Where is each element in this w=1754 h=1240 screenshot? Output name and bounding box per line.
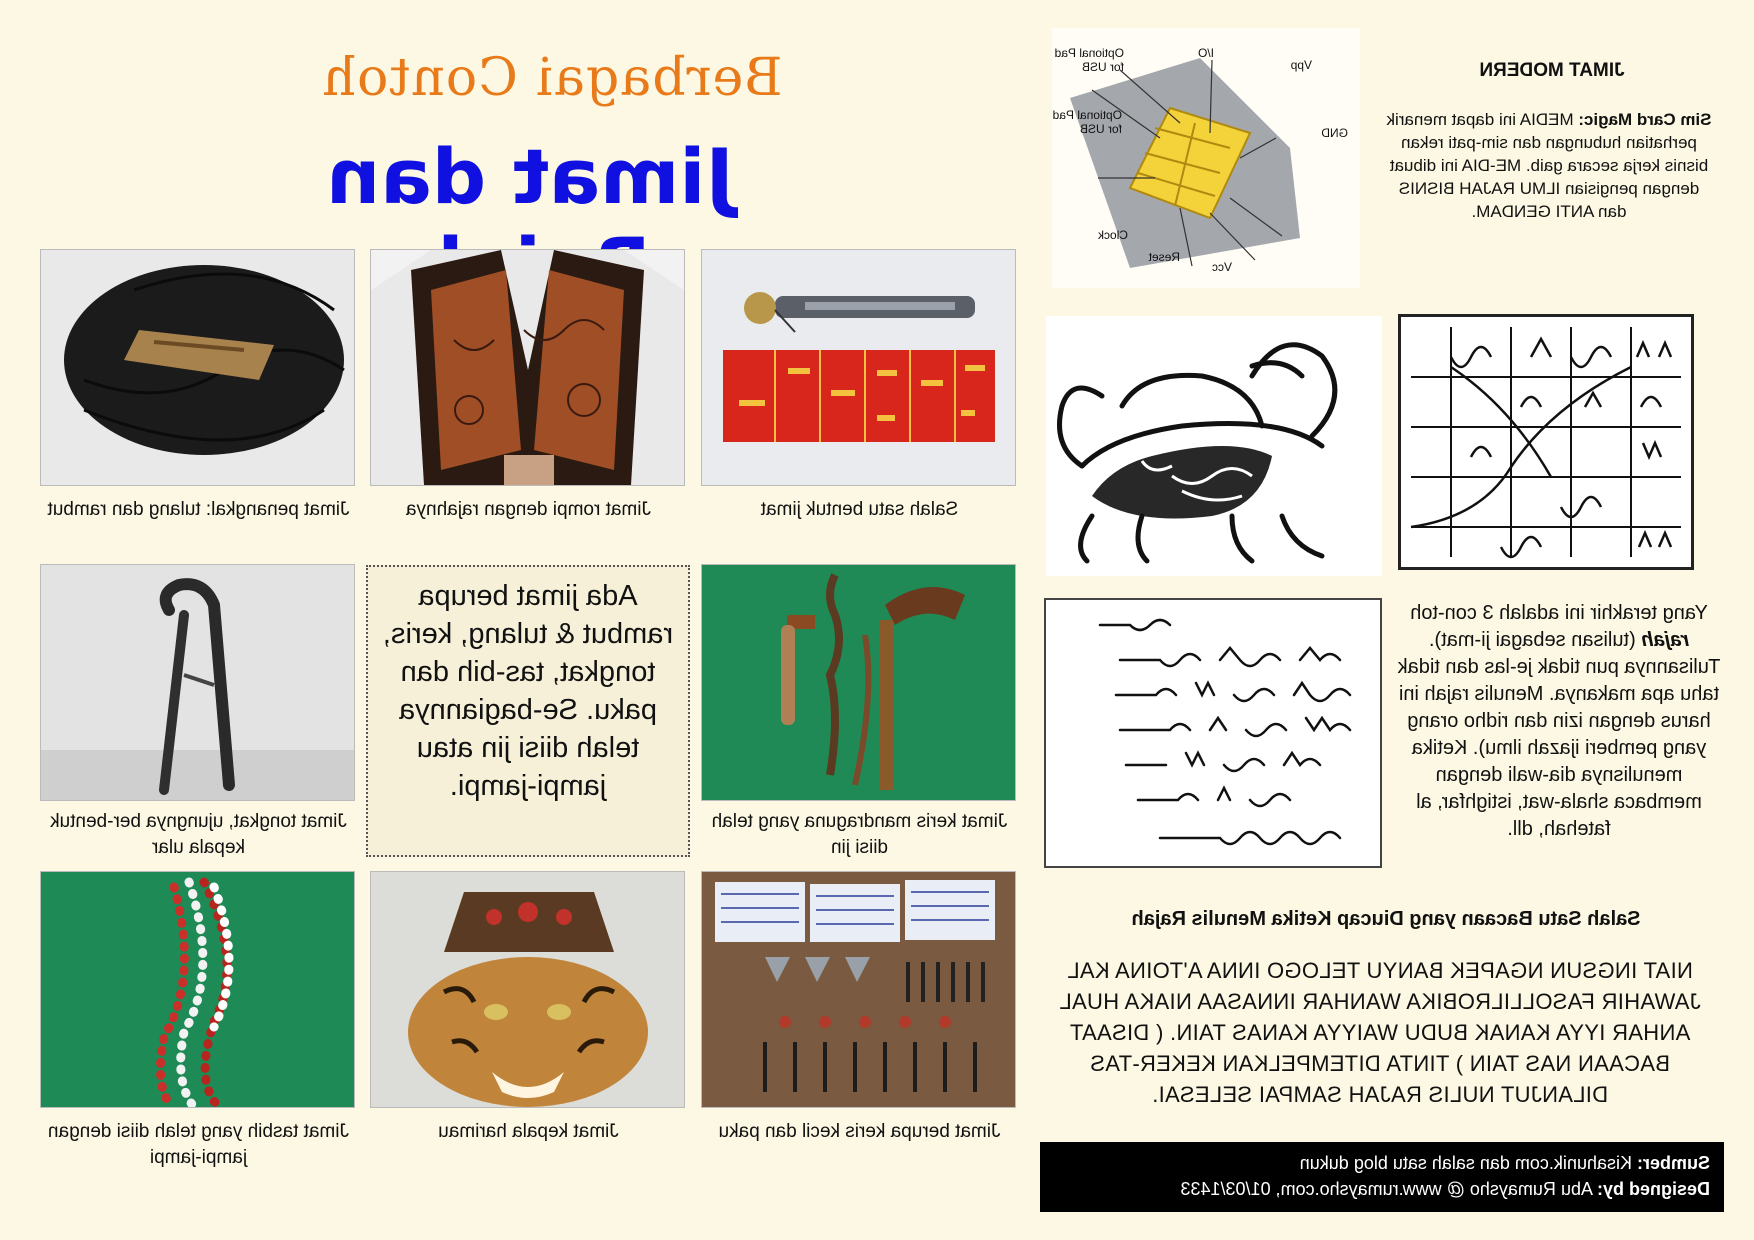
sim-card-diagram — [1052, 28, 1360, 288]
sim-label-vcc: Vcc — [1211, 260, 1232, 274]
photo-jimat-harimau — [370, 871, 685, 1108]
source-credits — [1040, 1142, 1724, 1212]
rajah-text-2: (tulisan sebagai ji-mat). Tulisannya pun tidak je-las dan tidak tahu apa makanya. Menulis rajah ini harus dengan izin dan ridho orang yang pemberi ijazah ilmu). Ketika menulisnya dia-wali dengan membaca shala-wat, istighfar, al fatehah, dll. — [1397, 629, 1721, 840]
source-text: Kisahunik.com dan salah satu blog dukun — [1299, 1153, 1637, 1173]
rajah-description — [1394, 600, 1724, 843]
sim-label-optional-usb-1: Optional Pad for USB — [1054, 46, 1124, 74]
sim-label-optional-usb-2: Optional Pad for USB — [1052, 108, 1122, 136]
rajah-grid-drawing — [1398, 314, 1694, 570]
caption-jimat-paku: Jimat berupa keris kecil dan paku — [718, 1121, 1001, 1142]
sim-card-text: MEDIA ini dapat menarik perhatian hubungan dan sim-pati rekan bisnis kerja secara gaib. ME-DIA ini dibuat dengan pengisian ILMU RAJAH BISNIS dan ANTI GENDAM. — [1386, 110, 1709, 221]
photo-jimat-rompi — [370, 249, 685, 486]
sim-label-clock: Clock — [1097, 228, 1128, 242]
sim-label-vpp: Vpp — [1290, 58, 1312, 72]
title-main: Jimat dan — [326, 132, 734, 221]
caption-jimat-keris: Jimat keris mandraguna yang telah diisi jin — [711, 811, 1008, 858]
rajah-script-text — [1044, 598, 1382, 868]
caption-jimat-bentuk: Salah satu bentuk jimat — [760, 499, 959, 520]
caption-jimat-tasbih: Jimat tasbih yang telah diisi dengan jampi-jampi — [47, 1121, 350, 1168]
caption-jimat-harimau: Jimat kepala harimau — [438, 1121, 619, 1142]
sim-label-gnd: GND — [1321, 126, 1348, 140]
photo-jimat-keris — [701, 564, 1016, 801]
sim-card-description — [1384, 108, 1714, 223]
photo-jimat-bentuk — [701, 249, 1016, 486]
photo-jimat-tongkat — [40, 564, 355, 801]
title-top: Berbagai Contoh — [321, 48, 783, 108]
source-label: Sumber: — [1636, 1153, 1710, 1173]
caption-jimat-tongkat: Jimat tongkat, ujungnya ber-bentuk kepala ular — [50, 811, 347, 858]
rajah-text-1: Yang terakhir ini adalah 3 con-toh — [1410, 602, 1708, 624]
designer-label: Designed by: — [1596, 1179, 1710, 1199]
designer-line — [1054, 1176, 1710, 1202]
rajah-lion-calligraphy — [1046, 316, 1382, 576]
rajah-emphasis: rajah — [1641, 629, 1690, 651]
caption-jimat-rambut: Jimat penangkal: tulang dan rambut — [47, 499, 350, 520]
designer-text: Abu Rumaysho @ www.rumaysho.com, 01/03/1433 — [1180, 1179, 1597, 1199]
heading-jimat-modern: JIMAT MODERN — [1479, 60, 1625, 81]
bacaan-title: Salah Satu Bacaan yang Diucap Ketika Menulis Rajah — [1131, 908, 1641, 930]
source-line — [1054, 1150, 1710, 1176]
caption-jimat-rompi: Jimat rompi dengan rajahnya — [405, 499, 652, 520]
sim-label-reset: Reset — [1148, 250, 1180, 264]
sim-card-lead: Sim Card Magic: — [1578, 110, 1712, 129]
photo-jimat-rambut — [40, 249, 355, 486]
sim-label-io: I/O — [1197, 46, 1214, 60]
bacaan-text: NIAT INGSUN NGAPEK BANYU TELOGO INNA A'TOINA KAL JAWAHIR FASOLLILROBIKA WANHAR INNASAA NIAKA HUAL ANHAR IYYA KANAK BUDU WAIYYA KANAS TAIN. ( DISAAT BACAAN NAS TAIN ) TINTA DITEMPELKAN KEKER-TAS DILANJUT NULIS RAJAH SAMPAI SELESAI. — [1059, 958, 1701, 1107]
photo-jimat-tasbih — [40, 871, 355, 1108]
photo-jimat-paku — [701, 871, 1016, 1108]
middle-note: Ada jimat berupa rambut & tulang, keris, tongkat, tas-bih dan paku. Se-bagiannya telah diisi jin atau jampi-jampi. — [366, 565, 690, 857]
